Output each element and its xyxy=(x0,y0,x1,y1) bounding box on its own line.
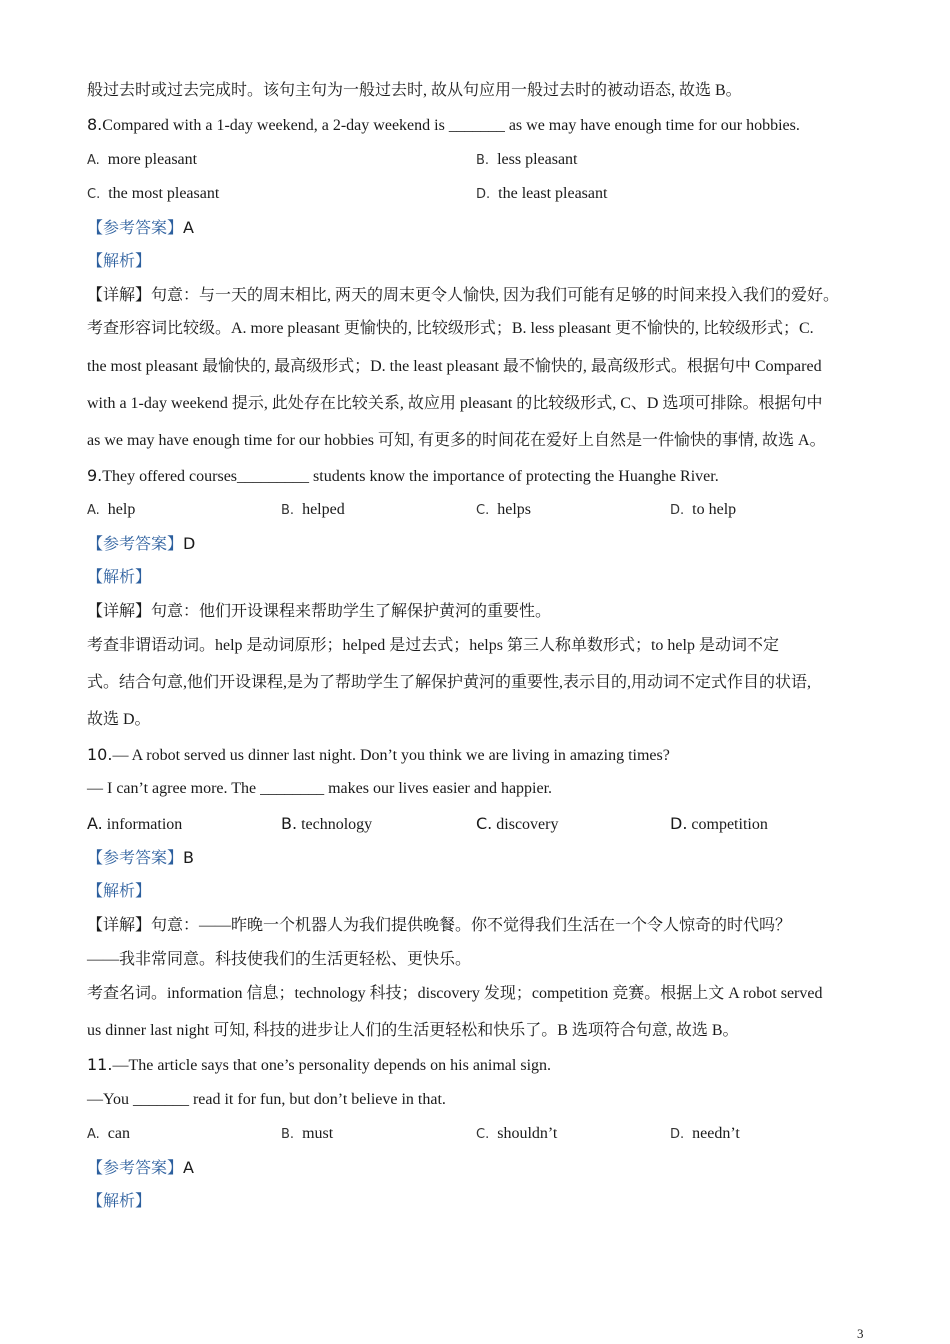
q9-option-b: B. helped xyxy=(281,501,345,518)
question-8-stem xyxy=(87,115,800,136)
question-10-stem-2: — I can’t agree more. The ________ makes our lives easier and happier. xyxy=(87,780,553,797)
q9-detail-line-1: 【详解】句意：他们开设课程来帮助学生了解保护黄河的重要性。 xyxy=(87,603,552,620)
q10-detail-line-2: ——我非常同意。科技使我们的生活更轻松、更快乐。 xyxy=(87,951,472,968)
q9-answer: 【参考答案】D xyxy=(87,534,196,553)
q11-answer: 【参考答案】A xyxy=(87,1158,194,1177)
q9-detail-line-2: 考查非谓语动词。help 是动词原形；helped 是过去式；helps 第三人称单数形式；to help 是动词不定 xyxy=(87,637,779,654)
intro-text: 般过去时或过去完成时。该句主句为一般过去时, 故从句应用一般过去时的被动语态, 故选 B。 xyxy=(87,82,742,99)
q10-analysis-label: 【解析】 xyxy=(87,883,152,900)
q8-analysis-label: 【解析】 xyxy=(87,253,152,270)
q8-answer: 【参考答案】A xyxy=(87,218,194,237)
q9-option-c: C. helps xyxy=(476,501,531,518)
q10-option-c: C. discovery xyxy=(476,814,559,833)
question-number: 10. xyxy=(87,745,113,764)
q10-detail-line-1: 【详解】句意：——昨晚一个机器人为我们提供晚餐。你不觉得我们生活在一个令人惊奇的时代吗？ xyxy=(87,917,792,934)
q8-detail-line-1: 【详解】句意：与一天的周末相比, 两天的周末更令人愉快, 因为我们可能有足够的时间来投入我们的爱好。 xyxy=(87,287,840,304)
q10-answer: 【参考答案】B xyxy=(87,848,194,867)
question-number: 11. xyxy=(87,1055,113,1074)
q11-option-c: C. shouldn’t xyxy=(476,1125,558,1142)
q11-option-b: B. must xyxy=(281,1125,334,1142)
question-number: 9. xyxy=(87,466,103,485)
q9-detail-line-4: 故选 D。 xyxy=(87,711,151,728)
q11-option-d: D. needn’t xyxy=(670,1125,740,1142)
question-text: —The article says that one’s personality depends on his animal sign. xyxy=(112,1057,552,1074)
question-11-stem-2: —You _______ read it for fun, but don’t believe in that. xyxy=(87,1091,446,1108)
q8-option-c: C. the most pleasant xyxy=(87,185,220,202)
q10-option-a: A. information xyxy=(87,814,183,833)
q10-detail-line-3: 考查名词。information 信息；technology 科技；discovery 发现；competition 竞赛。根据上文 A robot served xyxy=(87,985,823,1002)
q9-option-d: D. to help xyxy=(670,501,737,518)
question-text: Compared with a 1-day weekend, a 2-day weekend is _______ as we may have enough time for our hobbies. xyxy=(102,117,800,134)
q8-option-d: D. the least pleasant xyxy=(476,185,608,202)
q10-detail-line-4: us dinner last night 可知, 科技的进步让人们的生活更轻松和快乐了。B 选项符合句意, 故选 B。 xyxy=(87,1022,739,1039)
q11-option-a: A. can xyxy=(87,1125,130,1142)
q8-option-b: B. less pleasant xyxy=(476,151,578,168)
q10-option-d: D. competition xyxy=(670,814,768,833)
q8-detail-line-3: the most pleasant 最愉快的, 最高级形式；D. the least pleasant 最不愉快的, 最高级形式。根据句中 Compared xyxy=(87,358,822,375)
q9-analysis-label: 【解析】 xyxy=(87,569,152,586)
question-11-stem xyxy=(87,1055,551,1076)
page-number: 3 xyxy=(857,1326,864,1341)
q11-analysis-label: 【解析】 xyxy=(87,1193,152,1210)
question-9-stem xyxy=(87,466,719,487)
q8-detail-line-2: 考查形容词比较级。A. more pleasant 更愉快的, 比较级形式；B. less pleasant 更不愉快的, 比较级形式；C. xyxy=(87,320,814,337)
q9-option-a: A. help xyxy=(87,501,136,518)
q10-option-b: B. technology xyxy=(281,814,373,833)
q8-detail-line-4: with a 1-day weekend 提示, 此处存在比较关系, 故应用 pleasant 的比较级形式, C、D 选项可排除。根据句中 xyxy=(87,395,823,412)
q9-detail-line-3: 式。结合句意,他们开设课程,是为了帮助学生了解保护黄河的重要性,表示目的,用动词不定式作目的状语, xyxy=(87,674,812,691)
question-text: — A robot served us dinner last night. Don’t you think we are living in amazing times? xyxy=(112,747,670,764)
question-number: 8. xyxy=(87,115,103,134)
q8-detail-line-5: as we may have enough time for our hobbies 可知, 有更多的时间花在爱好上自然是一件愉快的事情, 故选 A。 xyxy=(87,432,826,449)
question-text: They offered courses_________ students know the importance of protecting the Huanghe River. xyxy=(102,468,719,485)
q8-option-a: A. more pleasant xyxy=(87,151,198,168)
question-10-stem xyxy=(87,745,670,766)
